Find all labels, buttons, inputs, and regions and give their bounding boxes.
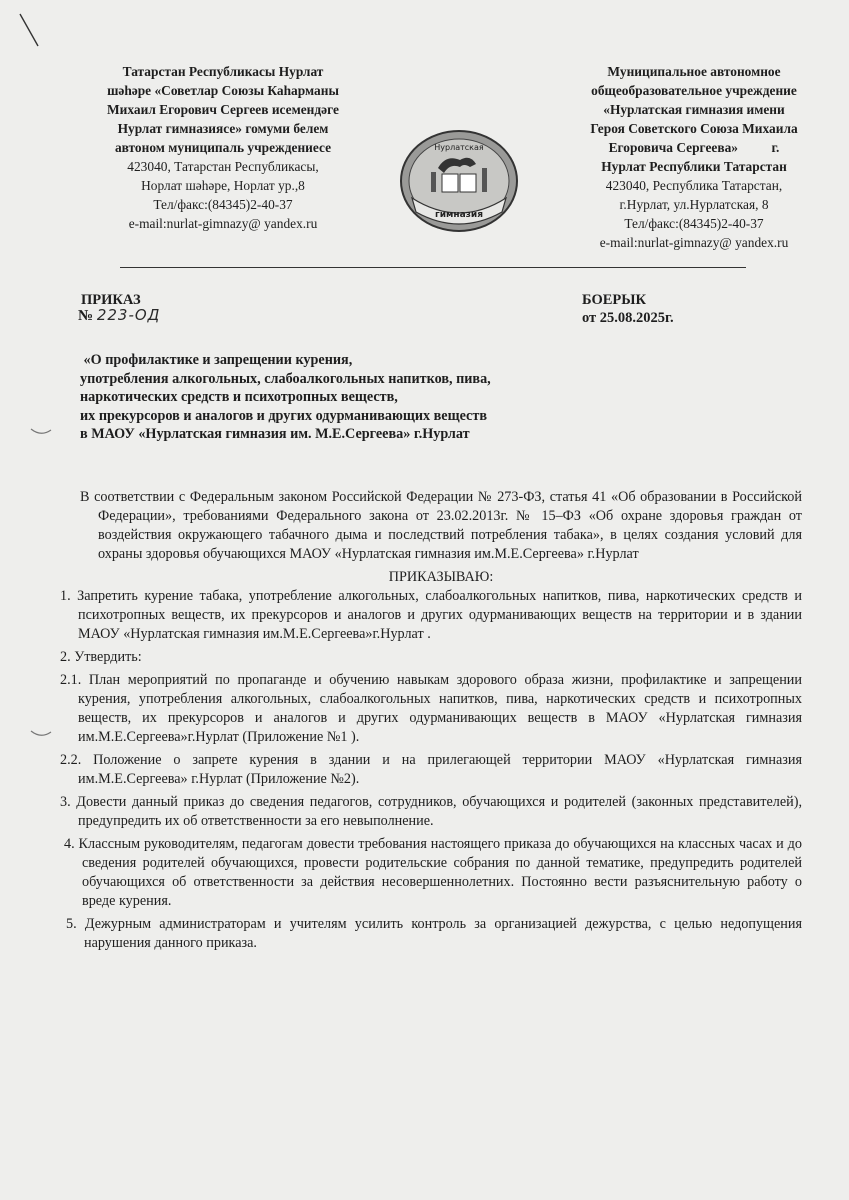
order-item-4: 4. Классным руководителям, педагогам довести требования настоящего приказа до обучающихся на классных часах и до сведения родителей обучающихся, провести родительские собрания по данной тематике, предупредить родителей обучающихся об ответственности за действия несовершеннолетних. Постоянно вести разъяснительную работу о вреде курения. <box>64 836 802 909</box>
logo-text-bottom: гимназия <box>435 210 483 220</box>
org-name-line: Героя Советского Союза Михаила <box>590 121 798 136</box>
order-item-2-1: 2.1. План мероприятий по пропаганде и обучению навыкам здорового образа жизни, профилактике и запрещении курения, употребления алкогольных, слабоалкогольных напитков, пива, наркотических средств и психотропных веществ, их прекурсоров и аналогов и других одурманивающих веществ в МАОУ «Нурлатская гимназия им.М.Е.Сергеева»г.Нурлат (Приложение №1 ). <box>60 672 802 745</box>
logo-text-top: Нурлатская <box>434 143 484 152</box>
order-body <box>60 488 802 957</box>
order-label-tt: БОЕРЫК <box>582 292 647 308</box>
order-item-1: 1. Запретить курение табака, употребление алкогольных, слабоалкогольных напитков, пива, наркотических средств и психотропных веществ, их прекурсоров и аналогов и других одурманивающих веществ на территории и в здании МАОУ «Нурлатская гимназия им.М.Е.Сергеева»г.Нурлат . <box>60 588 802 642</box>
order-date: от 25.08.2025г. <box>582 310 674 326</box>
title-line: в МАОУ «Нурлатская гимназия им. М.Е.Сергеева» г.Нурлат <box>80 426 470 443</box>
phone-line: Тел/факс:(84345)2-40-37 <box>153 197 293 212</box>
header-divider <box>120 267 746 268</box>
email-line: e-mail:nurlat-gimnazy@ yandex.ru <box>128 216 318 231</box>
org-name-line: Егоровича Сергеева» г. <box>608 140 780 155</box>
order-label-ru: ПРИКАЗ <box>81 292 141 308</box>
org-name-line: автоном муниципаль учреждениесе <box>114 140 332 155</box>
order-number <box>78 306 160 325</box>
order-item-2-2: 2.2. Положение о запрете курения в здании и на прилегающей территории МАОУ «Нурлатская гимназия им.М.Е.Сергеева» г.Нурлат (Приложение №2). <box>60 752 802 787</box>
address-line: 423040, Татарстан Республикасы, <box>127 159 319 174</box>
header-right-russian <box>556 62 832 252</box>
order-item-3: 3. Довести данный приказ до сведения педагогов, сотрудников, обучающихся и родителей (законных представителей), предупредить их об ответственности за его невыполнение. <box>60 794 802 829</box>
scan-corner-mark <box>14 10 44 50</box>
gymnasium-logo <box>398 128 520 234</box>
org-name-line: Михаил Егорович Сергеев исемендәге <box>107 102 339 117</box>
preamble: В соответствии с Федеральным законом Российской Федерации № 273-ФЗ, статья 41 «Об образовании в Российской Федерации», требованиями Федерального закона от 23.02.2013г. № 15–ФЗ «Об охране здоровья граждан от воздействия окружающего табачного дыма и последствий потребления табака», в целях создания условий для охраны здоровья обучающихся МАОУ «Нурлатская гимназия им.М.Е.Сергеева» г.Нурлат <box>80 489 802 562</box>
email-line: e-mail:nurlat-gimnazy@ yandex.ru <box>599 235 789 250</box>
number-sign: № <box>78 308 94 324</box>
org-name-line: Татарстан Республикасы Нурлат <box>122 64 324 79</box>
org-name-line: «Нурлатская гимназия имени <box>603 102 785 117</box>
title-line: употребления алкогольных, слабоалкогольных напитков, пива, <box>80 370 491 387</box>
order-item-5: 5. Дежурным администраторам и учителям усилить контроль за организацией дежурства, с целью недопущения нарушения данного приказа. <box>66 916 802 951</box>
handwritten-number: 223-ОД <box>96 306 161 324</box>
org-name-line: Нурлат гимназиясе» гомуми белем <box>117 121 329 136</box>
org-name-line: Муниципальное автономное <box>607 64 781 79</box>
orders-heading: ПРИКАЗЫВАЮ: <box>388 569 494 585</box>
punch-hole-mark <box>30 730 52 738</box>
address-line: 423040, Республика Татарстан, <box>605 178 783 193</box>
address-line: Норлат шәһәре, Норлат ур.,8 <box>141 178 305 193</box>
address-line: г.Нурлат, ул.Нурлатская, 8 <box>619 197 769 212</box>
org-name-line: общеобразовательное учреждение <box>591 83 797 98</box>
title-line: их прекурсоров и аналогов и других одурманивающих веществ <box>80 407 487 424</box>
order-item-2: 2. Утвердить: <box>60 649 142 665</box>
title-line: наркотических средств и психотропных веществ, <box>80 389 398 406</box>
header-left-tatar <box>72 62 374 233</box>
title-line: «О профилактике и запрещении курения, <box>80 352 353 368</box>
order-title <box>80 351 640 444</box>
punch-hole-mark <box>30 428 52 436</box>
phone-line: Тел/факс:(84345)2-40-37 <box>624 216 764 231</box>
org-name-line: шәһәре «Советлар Союзы Каһарманы <box>107 83 339 98</box>
org-name-line: Нурлат Республики Татарстан <box>601 159 787 174</box>
